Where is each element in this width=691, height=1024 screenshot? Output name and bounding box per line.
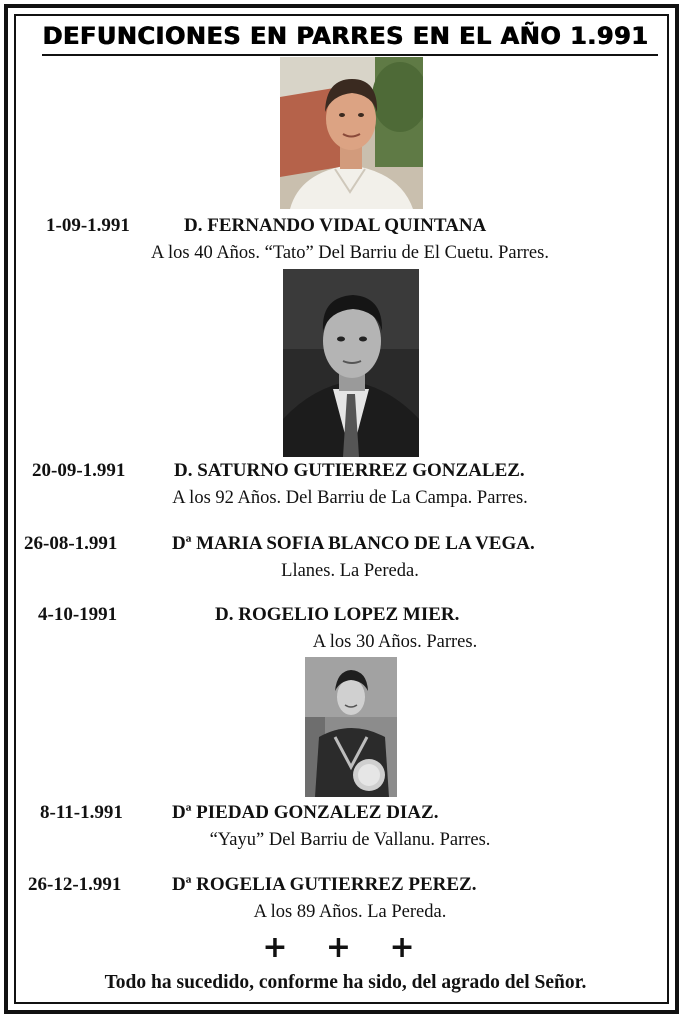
entry-name-1: D. FERNANDO VIDAL QUINTANA xyxy=(184,215,487,236)
photo-piedad-gonzalez xyxy=(305,657,397,797)
entry-name-4: D. ROGELIO LOPEZ MIER. xyxy=(215,604,460,625)
entry-date-2: 20-09-1.991 xyxy=(32,460,126,481)
photo-fernando-vidal xyxy=(280,57,423,209)
entry-detail-1: A los 40 Años. “Tato” Del Barriu de El Cuetu. Parres. xyxy=(151,243,549,263)
entry-detail-4: A los 30 Años. Parres. xyxy=(312,632,478,652)
cross-symbols: + + + xyxy=(262,930,429,965)
page-title: DEFUNCIONES EN PARRES EN EL AÑO 1.991 xyxy=(42,22,649,50)
entry-name-3: Dª MARIA SOFIA BLANCO DE LA VEGA. xyxy=(172,533,535,554)
entry-date-5: 8-11-1.991 xyxy=(40,802,123,823)
entry-detail-6: A los 89 Años. La Pereda. xyxy=(253,902,447,922)
entry-detail-2: A los 92 Años. Del Barriu de La Campa. Parres. xyxy=(172,488,528,508)
title-underline xyxy=(42,54,658,56)
entry-detail-5: “Yayu” Del Barriu de Vallanu. Parres. xyxy=(209,830,491,850)
entry-date-1: 1-09-1.991 xyxy=(46,215,130,236)
entry-date-6: 26-12-1.991 xyxy=(28,874,122,895)
entry-detail-3: Llanes. La Pereda. xyxy=(281,561,419,581)
closing-phrase: Todo ha sucedido, conforme ha sido, del agrado del Señor. xyxy=(104,972,587,993)
photo-saturno-gutierrez xyxy=(283,269,419,457)
entry-date-4: 4-10-1991 xyxy=(38,604,118,625)
entry-date-3: 26-08-1.991 xyxy=(24,533,118,554)
entry-name-2: D. SATURNO GUTIERREZ GONZALEZ. xyxy=(174,460,525,481)
entry-name-6: Dª ROGELIA GUTIERREZ PEREZ. xyxy=(172,874,477,895)
entry-name-5: Dª PIEDAD GONZALEZ DIAZ. xyxy=(172,802,439,823)
